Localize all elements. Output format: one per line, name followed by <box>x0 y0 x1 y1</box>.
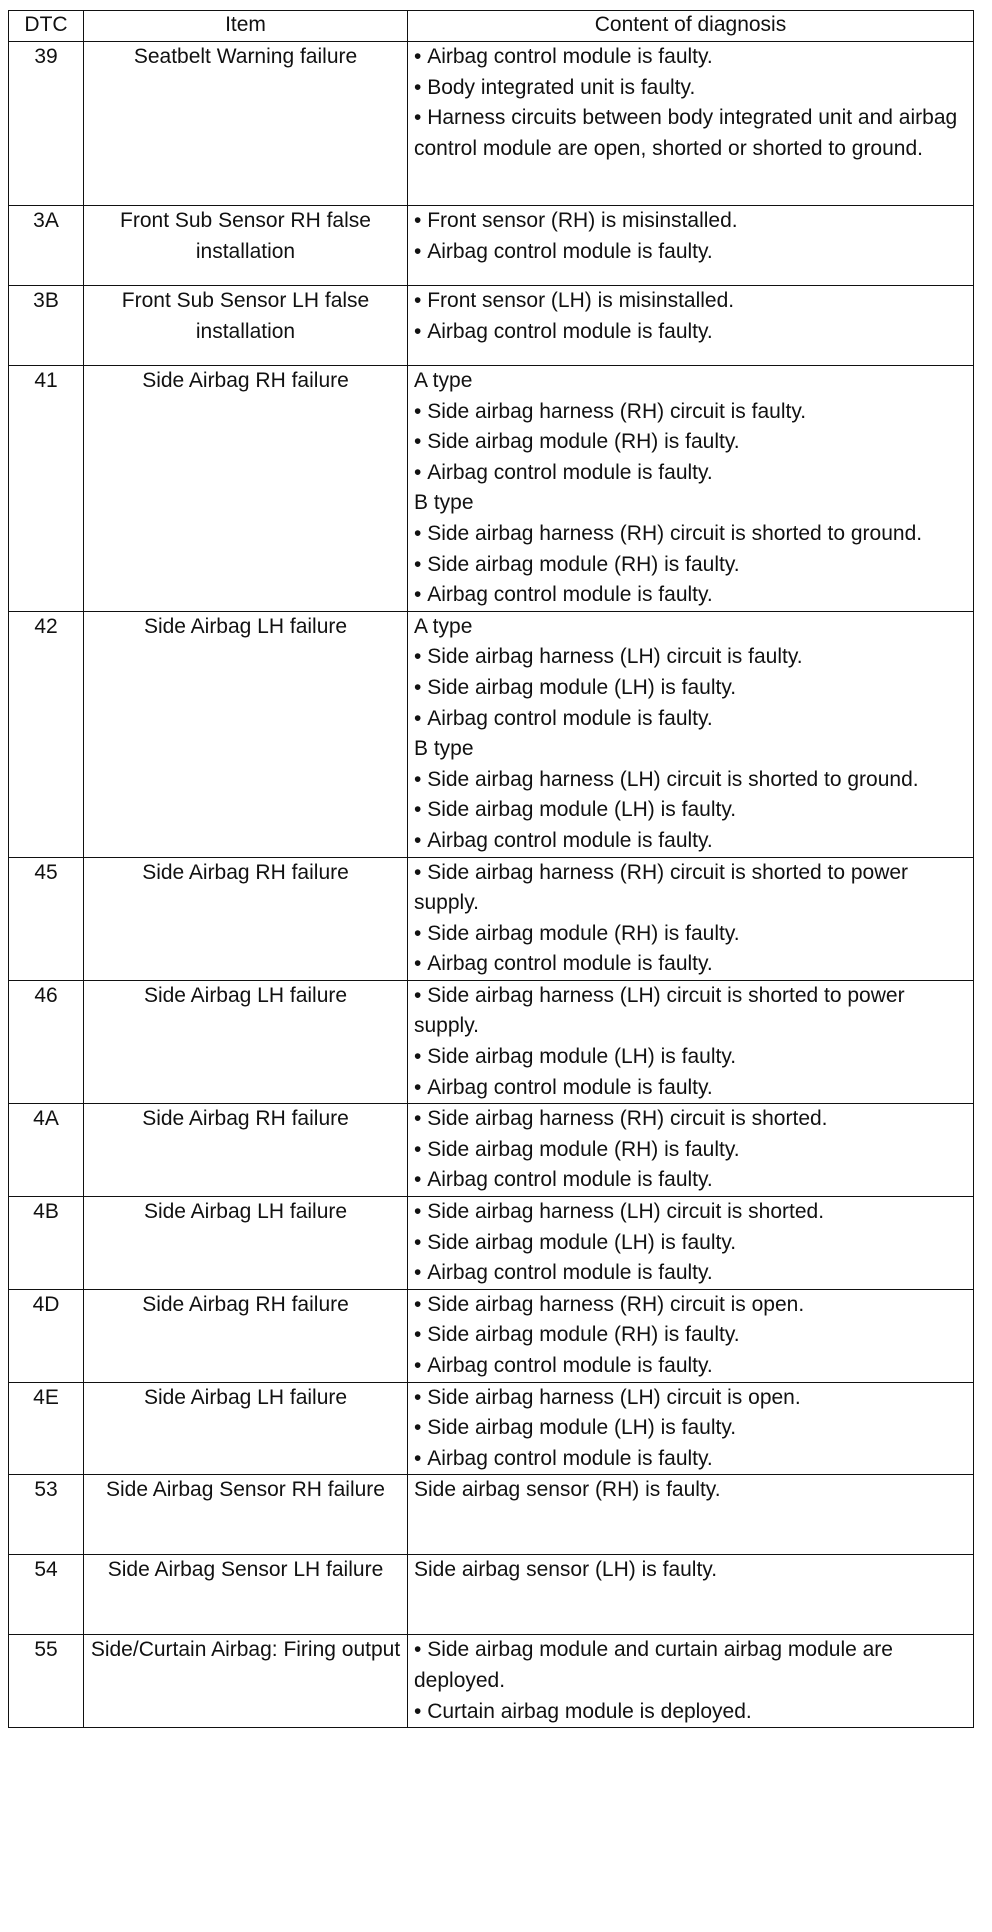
dtc-diagnosis-table <box>8 10 974 1728</box>
diagnosis-bullet-item: • Curtain airbag module is deployed. <box>414 1697 967 1728</box>
diagnosis-bullet-item: • Side airbag harness (LH) circuit is faulty. <box>414 642 967 673</box>
dtc-item: Side Airbag LH failure <box>84 611 408 857</box>
diagnosis-bullet-item: • Side airbag module (LH) is faulty. <box>414 1228 967 1259</box>
table-row <box>9 1555 974 1635</box>
diagnosis-bullet-item: • Side airbag module (LH) is faulty. <box>414 673 967 704</box>
dtc-item: Side/Curtain Airbag: Firing output <box>84 1635 408 1728</box>
diagnosis-bullet-item: • Airbag control module is faulty. <box>414 237 967 268</box>
diagnosis-bullet-item: • Side airbag harness (LH) circuit is shorted. <box>414 1197 967 1228</box>
diagnosis-text-line: B type <box>414 491 474 515</box>
table-row <box>9 1382 974 1475</box>
diagnosis-bullet-item: • Airbag control module is faulty. <box>414 704 967 735</box>
diagnosis-content <box>408 206 974 286</box>
dtc-code: 4A <box>9 1104 84 1197</box>
diagnosis-bullet-item: • Airbag control module is faulty. <box>414 1351 967 1382</box>
diagnosis-bullet-item: • Airbag control module is faulty. <box>414 1165 967 1196</box>
table-row <box>9 1289 974 1382</box>
diagnosis-bullet-item: • Side airbag module (RH) is faulty. <box>414 1135 967 1166</box>
diagnosis-bullet-item: • Side airbag module (RH) is faulty. <box>414 1320 967 1351</box>
diagnosis-bullet-item: • Airbag control module is faulty. <box>414 1258 967 1289</box>
diagnosis-content <box>408 42 974 206</box>
dtc-code: 3A <box>9 206 84 286</box>
diagnosis-bullet-item: • Side airbag harness (RH) circuit is shorted to power supply. <box>414 858 967 919</box>
diagnosis-bullet-item: • Airbag control module is faulty. <box>414 826 967 857</box>
table-header <box>9 11 974 42</box>
diagnosis-text-line: Side airbag sensor (LH) is faulty. <box>414 1558 718 1582</box>
dtc-code: 45 <box>9 857 84 980</box>
dtc-item: Side Airbag Sensor LH failure <box>84 1555 408 1635</box>
diagnosis-bullet-item: • Front sensor (LH) is misinstalled. <box>414 286 967 317</box>
diagnosis-bullet-item: • Side airbag harness (LH) circuit is shorted to power supply. <box>414 981 967 1042</box>
diagnosis-bullet-item: • Side airbag module (LH) is faulty. <box>414 1413 967 1444</box>
diagnosis-content <box>408 286 974 366</box>
table-row <box>9 980 974 1103</box>
dtc-code: 42 <box>9 611 84 857</box>
diagnosis-content <box>408 857 974 980</box>
dtc-item: Side Airbag RH failure <box>84 1104 408 1197</box>
dtc-item: Side Airbag LH failure <box>84 980 408 1103</box>
diagnosis-text-line: B type <box>414 737 474 761</box>
dtc-code: 3B <box>9 286 84 366</box>
diagnosis-bullet-item: • Airbag control module is faulty. <box>414 1073 967 1104</box>
diagnosis-content <box>408 1635 974 1728</box>
dtc-item: Side Airbag RH failure <box>84 857 408 980</box>
diagnosis-bullet-item: • Side airbag module (LH) is faulty. <box>414 795 967 826</box>
diagnosis-bullet-item: • Side airbag harness (LH) circuit is shorted to ground. <box>414 765 967 796</box>
header-item: Item <box>84 11 408 42</box>
table-row <box>9 1104 974 1197</box>
dtc-code: 54 <box>9 1555 84 1635</box>
dtc-item: Side Airbag RH failure <box>84 1289 408 1382</box>
table-row <box>9 366 974 612</box>
diagnosis-content <box>408 1555 974 1635</box>
table-row <box>9 1197 974 1290</box>
dtc-code: 4E <box>9 1382 84 1475</box>
header-content: Content of diagnosis <box>408 11 974 42</box>
dtc-item: Front Sub Sensor LH false installation <box>84 286 408 366</box>
diagnosis-bullet-item: • Harness circuits between body integrated unit and airbag control module are open, shorted or shorted to ground. <box>414 103 967 164</box>
diagnosis-bullet-item: • Front sensor (RH) is misinstalled. <box>414 206 967 237</box>
diagnosis-bullet-item: • Side airbag harness (RH) circuit is faulty. <box>414 397 967 428</box>
dtc-code: 39 <box>9 42 84 206</box>
diagnosis-content <box>408 1289 974 1382</box>
diagnosis-bullet-item: • Airbag control module is faulty. <box>414 949 967 980</box>
diagnosis-content <box>408 366 974 612</box>
dtc-item: Front Sub Sensor RH false installation <box>84 206 408 286</box>
diagnosis-content <box>408 980 974 1103</box>
table-row <box>9 611 974 857</box>
diagnosis-bullet-item: • Side airbag harness (LH) circuit is open. <box>414 1383 967 1414</box>
diagnosis-bullet-item: • Airbag control module is faulty. <box>414 458 967 489</box>
dtc-code: 4B <box>9 1197 84 1290</box>
diagnosis-content <box>408 1382 974 1475</box>
table-row <box>9 857 974 980</box>
dtc-item: Side Airbag RH failure <box>84 366 408 612</box>
diagnosis-text-line: Side airbag sensor (RH) is faulty. <box>414 1478 721 1502</box>
dtc-code: 53 <box>9 1475 84 1555</box>
diagnosis-bullet-item: • Airbag control module is faulty. <box>414 1444 967 1475</box>
dtc-code: 46 <box>9 980 84 1103</box>
table-body <box>9 42 974 1728</box>
diagnosis-bullet-item: • Side airbag module (RH) is faulty. <box>414 550 967 581</box>
diagnosis-text-line: A type <box>414 369 473 392</box>
diagnosis-bullet-item: • Side airbag module and curtain airbag module are deployed. <box>414 1635 967 1696</box>
table-row <box>9 1475 974 1555</box>
header-row <box>9 11 974 42</box>
dtc-code: 55 <box>9 1635 84 1728</box>
dtc-code: 4D <box>9 1289 84 1382</box>
dtc-item: Side Airbag LH failure <box>84 1197 408 1290</box>
diagnosis-content <box>408 1104 974 1197</box>
dtc-item: Seatbelt Warning failure <box>84 42 408 206</box>
table-row <box>9 206 974 286</box>
diagnosis-bullet-item: • Airbag control module is faulty. <box>414 42 967 73</box>
dtc-code: 41 <box>9 366 84 612</box>
diagnosis-content <box>408 1197 974 1290</box>
diagnosis-text-line: A type <box>414 614 473 638</box>
dtc-item: Side Airbag Sensor RH failure <box>84 1475 408 1555</box>
dtc-item: Side Airbag LH failure <box>84 1382 408 1475</box>
diagnosis-content <box>408 1475 974 1555</box>
diagnosis-bullet-item: • Airbag control module is faulty. <box>414 580 967 611</box>
diagnosis-content <box>408 611 974 857</box>
table-row <box>9 286 974 366</box>
diagnosis-bullet-item: • Side airbag module (LH) is faulty. <box>414 1042 967 1073</box>
diagnosis-bullet-item: • Side airbag module (RH) is faulty. <box>414 427 967 458</box>
table-row <box>9 1635 974 1728</box>
diagnosis-bullet-item: • Airbag control module is faulty. <box>414 317 967 348</box>
diagnosis-bullet-item: • Body integrated unit is faulty. <box>414 73 967 104</box>
diagnosis-bullet-item: • Side airbag harness (RH) circuit is shorted to ground. <box>414 519 967 550</box>
header-dtc: DTC <box>9 11 84 42</box>
diagnosis-bullet-item: • Side airbag module (RH) is faulty. <box>414 919 967 950</box>
diagnosis-bullet-item: • Side airbag harness (RH) circuit is open. <box>414 1290 967 1321</box>
table-row <box>9 42 974 206</box>
diagnosis-bullet-item: • Side airbag harness (RH) circuit is shorted. <box>414 1104 967 1135</box>
